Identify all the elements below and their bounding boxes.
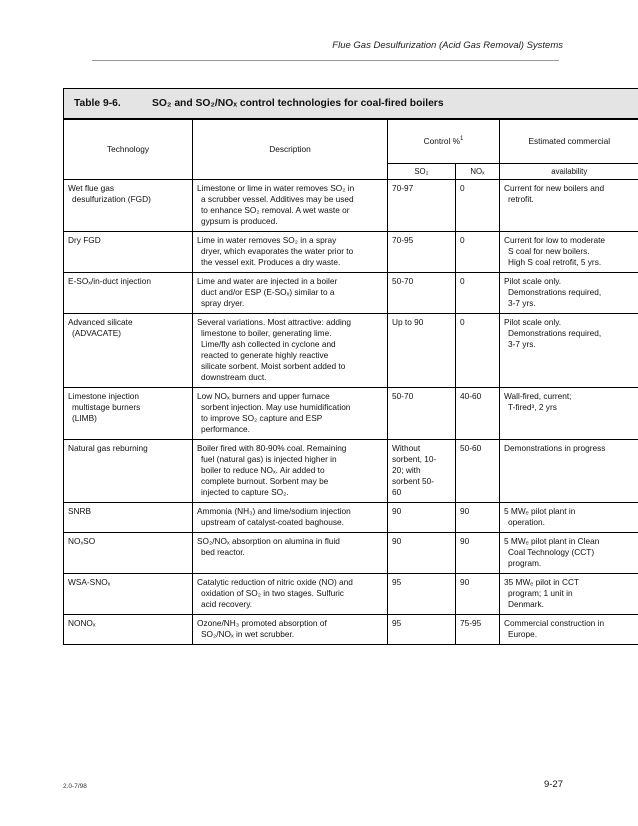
cell-line: WSA-SNOₓ xyxy=(68,577,111,587)
cell-technology xyxy=(64,388,193,440)
cell-description xyxy=(193,314,388,388)
header-so2: SO₂ xyxy=(388,164,456,180)
cell-line: fuel (natural gas) is injected higher in xyxy=(201,454,337,464)
cell-line: operation. xyxy=(508,517,545,527)
cell-line: SO₂/NOₓ absorption on alumina in fluid xyxy=(197,536,340,546)
cell-line: dryer, which evaporates the water prior to xyxy=(201,246,354,256)
cell-nox-control xyxy=(456,314,500,388)
footer-revision: 2.0-7/98 xyxy=(63,783,87,790)
cell-line: 90 xyxy=(392,536,402,546)
cell-technology xyxy=(64,232,193,273)
cell-line: E-SOₓ/in-duct injection xyxy=(68,276,151,286)
cell-line: 60 xyxy=(392,487,402,497)
cell-so2-control xyxy=(388,615,456,645)
header-availability: Estimated commercial xyxy=(500,120,638,164)
cell-line: oxidation of SO₂ in two stages. Sulfuric xyxy=(201,588,344,598)
cell-line: 70-97 xyxy=(392,183,414,193)
cell-line: complete burnout. Sorbent may be xyxy=(201,476,329,486)
cell-technology xyxy=(64,273,193,314)
table-container xyxy=(63,88,638,645)
cell-line: Ammonia (NH₃) and lime/sodium injection xyxy=(197,506,351,516)
cell-line: Natural gas reburning xyxy=(68,443,148,453)
cell-availability xyxy=(500,615,638,645)
cell-line: Current for new boilers and xyxy=(504,183,605,193)
cell-line: 5 MWₑ pilot plant in xyxy=(504,506,576,516)
cell-line: Coal Technology (CCT) xyxy=(508,547,595,557)
cell-nox-control xyxy=(456,388,500,440)
running-header: Flue Gas Desulfurization (Acid Gas Removal) Systems xyxy=(332,40,563,51)
cell-line: Lime and water are injected in a boiler xyxy=(197,276,338,286)
header-control xyxy=(388,120,500,164)
cell-line: Low NOₓ burners and upper furnace xyxy=(197,391,330,401)
cell-availability xyxy=(500,273,638,314)
cell-line: Wet flue gas xyxy=(68,183,114,193)
cell-availability xyxy=(500,180,638,232)
cell-technology xyxy=(64,180,193,232)
cell-line: 35 MWₑ pilot in CCT xyxy=(504,577,580,587)
cell-line: to improve SO₂ capture and ESP xyxy=(201,413,323,423)
cell-technology xyxy=(64,314,193,388)
cell-line: 90 xyxy=(460,577,470,587)
cell-description xyxy=(193,503,388,533)
cell-line: sorbent, 10- xyxy=(392,454,437,464)
table-row xyxy=(64,388,638,440)
cell-description xyxy=(193,180,388,232)
cell-line: 50-70 xyxy=(392,391,414,401)
cell-line: 75-95 xyxy=(460,618,482,628)
cell-line: to enhance SO₂ removal. A wet waste or xyxy=(201,205,350,215)
cell-description xyxy=(193,574,388,615)
cell-line: Advanced silicate xyxy=(68,317,133,327)
cell-technology xyxy=(64,615,193,645)
cell-line: 40-60 xyxy=(460,391,482,401)
cell-availability xyxy=(500,503,638,533)
table-row xyxy=(64,232,638,273)
cell-line: duct and/or ESP (E-SOₓ) similar to a xyxy=(201,287,335,297)
cell-nox-control xyxy=(456,533,500,574)
table-row xyxy=(64,615,638,645)
table-row xyxy=(64,503,638,533)
table-row xyxy=(64,273,638,314)
cell-so2-control xyxy=(388,533,456,574)
cell-technology xyxy=(64,440,193,503)
table-row xyxy=(64,574,638,615)
cell-line: 0 xyxy=(460,317,465,327)
cell-line: a scrubber vessel. Additives may be used xyxy=(201,194,354,204)
cell-line: performance. xyxy=(201,424,250,434)
cell-technology xyxy=(64,503,193,533)
table-body xyxy=(64,180,638,645)
cell-line: 50-70 xyxy=(392,276,414,286)
cell-line: 5 MWₑ pilot plant in Clean xyxy=(504,536,600,546)
header-availability-line2: availability xyxy=(500,164,638,180)
cell-availability xyxy=(500,574,638,615)
cell-line: Boiler fired with 80-90% coal. Remaining xyxy=(197,443,347,453)
table-caption xyxy=(63,88,638,119)
header-control-footnote: 1 xyxy=(460,135,464,142)
cell-line: program. xyxy=(508,558,542,568)
cell-nox-control xyxy=(456,180,500,232)
cell-so2-control xyxy=(388,388,456,440)
cell-line: Several variations. Most attractive: adding xyxy=(197,317,352,327)
cell-line: limestone to boiler, generating lime. xyxy=(201,328,332,338)
cell-line: sorbent 50- xyxy=(392,476,434,486)
cell-so2-control xyxy=(388,314,456,388)
table-row xyxy=(64,180,638,232)
table-title: SO₂ and SO₂/NOₓ control technologies for coal-fired boilers xyxy=(152,98,444,109)
cell-line: 3-7 yrs. xyxy=(508,298,536,308)
cell-line: gypsum is produced. xyxy=(201,216,278,226)
cell-line: Without xyxy=(392,443,421,453)
cell-line: (LIMB) xyxy=(72,413,97,423)
cell-line: Lime/fly ash collected in cyclone and xyxy=(201,339,336,349)
table-row xyxy=(64,440,638,503)
cell-line: Europe. xyxy=(508,629,538,639)
cell-description xyxy=(193,388,388,440)
header-technology: Technology xyxy=(64,120,193,180)
cell-line: 70-95 xyxy=(392,235,414,245)
cell-line: 0 xyxy=(460,235,465,245)
cell-nox-control xyxy=(456,615,500,645)
header-description: Description xyxy=(193,120,388,180)
header-nox: NOₓ xyxy=(456,164,500,180)
cell-description xyxy=(193,273,388,314)
cell-line: Pilot scale only. xyxy=(504,317,562,327)
cell-description xyxy=(193,232,388,273)
page-number: 9-27 xyxy=(543,779,563,790)
cell-line: SO₂/NOₓ in wet scrubber. xyxy=(201,629,295,639)
cell-line: bed reactor. xyxy=(201,547,245,557)
cell-line: Catalytic reduction of nitric oxide (NO) and xyxy=(197,577,353,587)
cell-line: 0 xyxy=(460,276,465,286)
cell-line: Limestone or lime in water removes SO₂ in xyxy=(197,183,355,193)
header-rule xyxy=(92,60,559,61)
cell-line: Commercial construction in xyxy=(504,618,605,628)
cell-line: Dry FGD xyxy=(68,235,101,245)
table-row xyxy=(64,533,638,574)
cell-line: boiler to reduce NOₓ. Air added to xyxy=(201,465,325,475)
cell-line: Demonstrations required, xyxy=(508,328,602,338)
cell-line: upstream of catalyst-coated baghouse. xyxy=(201,517,344,527)
cell-line: T-fired³, 2 yrs xyxy=(508,402,557,412)
cell-technology xyxy=(64,533,193,574)
cell-line: acid recovery. xyxy=(201,599,253,609)
cell-availability xyxy=(500,388,638,440)
cell-line: 95 xyxy=(392,618,402,628)
cell-so2-control xyxy=(388,273,456,314)
cell-line: NONOₓ xyxy=(68,618,96,628)
control-technologies-table xyxy=(63,119,638,645)
cell-nox-control xyxy=(456,232,500,273)
cell-line: Pilot scale only. xyxy=(504,276,562,286)
cell-technology xyxy=(64,574,193,615)
cell-line: 0 xyxy=(460,183,465,193)
cell-line: downstream duct. xyxy=(201,372,267,382)
cell-line: SNRB xyxy=(68,506,92,516)
cell-line: spray dryer. xyxy=(201,298,245,308)
cell-line: Ozone/NH₃ promoted absorption of xyxy=(197,618,327,628)
cell-so2-control xyxy=(388,180,456,232)
cell-line: 90 xyxy=(460,536,470,546)
cell-nox-control xyxy=(456,273,500,314)
cell-nox-control xyxy=(456,440,500,503)
cell-so2-control xyxy=(388,574,456,615)
cell-line: retrofit. xyxy=(508,194,534,204)
cell-line: Wall-fired, current; xyxy=(504,391,572,401)
cell-line: the vessel exit. Produces a dry waste. xyxy=(201,257,341,267)
cell-description xyxy=(193,533,388,574)
cell-line: 20; with xyxy=(392,465,421,475)
cell-nox-control xyxy=(456,574,500,615)
cell-availability xyxy=(500,440,638,503)
cell-so2-control xyxy=(388,440,456,503)
cell-line: Lime in water removes SO₂ in a spray xyxy=(197,235,337,245)
cell-line: program; 1 unit in xyxy=(508,588,573,598)
cell-line: 3-7 yrs. xyxy=(508,339,536,349)
cell-availability xyxy=(500,533,638,574)
cell-line: Denmark. xyxy=(508,599,544,609)
cell-availability xyxy=(500,232,638,273)
cell-line: Limestone injection xyxy=(68,391,140,401)
cell-line: silicate sorbent. Moist sorbent added to xyxy=(201,361,346,371)
cell-line: multistage burners xyxy=(72,402,141,412)
cell-so2-control xyxy=(388,503,456,533)
cell-availability xyxy=(500,314,638,388)
cell-line: 90 xyxy=(460,506,470,516)
cell-line: sorbent injection. May use humidification xyxy=(201,402,351,412)
cell-line: Demonstrations in progress xyxy=(504,443,606,453)
cell-line: 95 xyxy=(392,577,402,587)
cell-line: (ADVACATE) xyxy=(72,328,122,338)
cell-line: injected to capture SO₂. xyxy=(201,487,289,497)
cell-so2-control xyxy=(388,232,456,273)
cell-line: desulfurization (FGD) xyxy=(72,194,151,204)
cell-line: High S coal retrofit, 5 yrs. xyxy=(508,257,602,267)
table-row xyxy=(64,314,638,388)
table-number: Table 9-6. xyxy=(74,98,121,109)
cell-line: NOₓSO xyxy=(68,536,96,546)
cell-line: S coal for new boilers. xyxy=(508,246,590,256)
cell-line: 50-60 xyxy=(460,443,482,453)
header-control-label: Control % xyxy=(423,135,461,146)
cell-description xyxy=(193,615,388,645)
cell-line: Up to 90 xyxy=(392,317,424,327)
cell-line: 90 xyxy=(392,506,402,516)
cell-line: Current for low to moderate xyxy=(504,235,605,245)
cell-nox-control xyxy=(456,503,500,533)
cell-line: reacted to generate highly reactive xyxy=(201,350,329,360)
cell-description xyxy=(193,440,388,503)
cell-line: Demonstrations required, xyxy=(508,287,602,297)
